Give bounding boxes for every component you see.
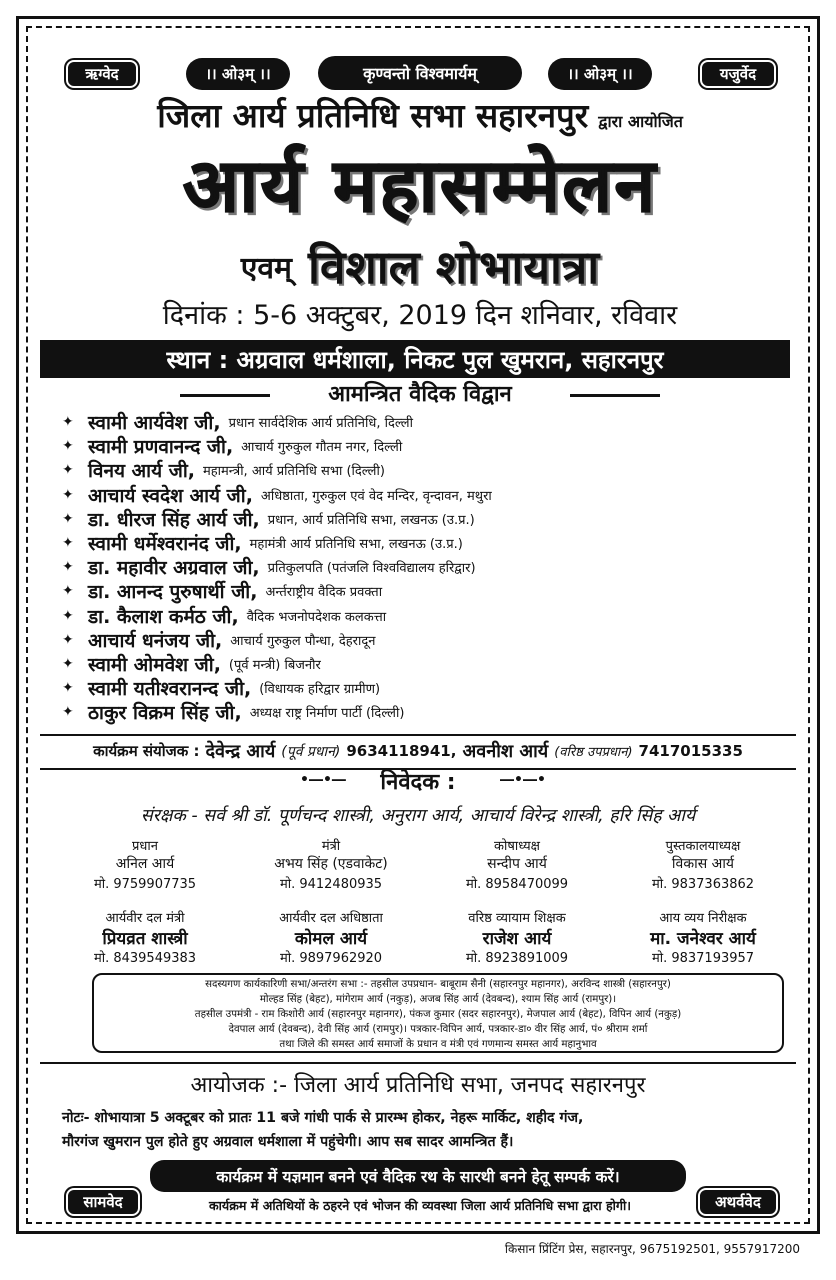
speaker-item: [62, 434, 802, 458]
coordinator-note-1: (पूर्व प्रधान): [281, 743, 341, 760]
members-line: तहसील उपमंत्री - राम किशोरी आर्य (सहारनपुर महानगर), पंकज कुमार (सदर सहारनपुर), मेजपाल आर्य (बेहट), विपिन आर्य (नकुड़): [194, 1009, 682, 1020]
speaker-item: [62, 555, 802, 579]
nivedak-ornament-left: •―•―: [300, 772, 346, 788]
arrangement-line: कार्यक्रम में अतिथियों के ठहरने एवं भोजन की व्यवस्था जिला आर्य प्रतिनिधि सभा द्वारा होगी।: [208, 1198, 632, 1213]
officer-name: अभय सिंह (एडवाकेट): [274, 856, 388, 872]
speaker-desc: महामन्त्री, आर्य प्रतिनिधि सभा (दिल्ली): [202, 464, 385, 480]
star-bullet-icon: ✦: [62, 704, 74, 721]
members-line: तथा जिले की समस्त आर्य समाजों के प्रधान व मंत्री एवं गणमान्य समस्त आर्य महानुभाव: [279, 1039, 597, 1050]
star-bullet-icon: ✦: [62, 438, 74, 455]
speaker-name: विनय आर्य जी,: [88, 460, 195, 483]
om-right-pill: ।। ओ३म् ।।: [548, 58, 652, 90]
officer-role: मंत्री: [321, 839, 341, 854]
officer-card: [422, 908, 612, 964]
contact-bar: कार्यक्रम में यज्ञमान बनने एवं वैदिक रथ के सारथी बनने हेतू सम्पर्क करें।: [150, 1160, 686, 1192]
subtitle: विशाल शोभायात्रा: [307, 240, 600, 294]
speaker-desc: (पूर्व मन्त्री) बिजनौर: [228, 657, 321, 673]
officer-name: सन्दीप आर्य: [487, 856, 547, 872]
speaker-name: स्वामी धर्मेश्वरानंद जी,: [88, 533, 242, 556]
star-bullet-icon: ✦: [62, 607, 74, 624]
speakers-heading: आमन्त्रित वैदिक विद्वान: [328, 382, 512, 407]
speakers-list: [62, 410, 802, 724]
coordinator-label: कार्यक्रम संयोजक :: [93, 742, 200, 760]
star-bullet-icon: ✦: [62, 486, 74, 503]
coordinator-phone-2: 7417015335: [638, 742, 743, 760]
star-bullet-icon: ✦: [62, 462, 74, 479]
members-line: देवपाल आर्य (देवबन्द), देवी सिंह आर्य (रामपुर)। पत्रकार-विपिन आर्य, पत्रकार-डा० वीर सिंह आर्य, पं० श्रीराम शर्मा: [228, 1024, 648, 1035]
speaker-item: [62, 410, 802, 434]
coordinator-line: [40, 736, 796, 766]
members-box: [92, 973, 784, 1053]
star-bullet-icon: ✦: [62, 535, 74, 552]
officer-phone: मो. 9412480935: [279, 877, 383, 892]
event-date: दिनांक : 5-6 अक्टुबर, 2019 दिन शनिवार, रविवार: [162, 300, 678, 331]
speaker-desc: प्रधान, आर्य प्रतिनिधि सभा, लखनऊ (उ.प्र.): [267, 512, 475, 528]
officer-role: प्रधान: [132, 839, 158, 854]
speaker-desc: आचार्य गुरुकुल गौतम नगर, दिल्ली: [241, 440, 403, 456]
speaker-item: [62, 483, 802, 507]
officer-role: आय व्यय निरीक्षक: [659, 911, 747, 926]
officer-name: अनिल आर्य: [115, 856, 175, 872]
speaker-desc: महामंत्री आर्य प्रतिनिधि सभा, लखनऊ (उ.प्र.): [249, 537, 463, 553]
officer-phone: मो. 9837193957: [651, 951, 755, 966]
officer-card: [50, 908, 240, 964]
speaker-name: डा. धीरज सिंह आर्य जी,: [88, 508, 260, 531]
coordinator-phone-1: 9634118941,: [346, 742, 457, 760]
star-bullet-icon: ✦: [62, 631, 74, 648]
coordinator-name-1: देवेन्द्र आर्य: [205, 741, 276, 762]
star-bullet-icon: ✦: [62, 559, 74, 576]
officer-card: [50, 836, 240, 890]
om-left-pill: ।। ओ३म् ।।: [186, 58, 290, 90]
star-bullet-icon: ✦: [62, 414, 74, 431]
officer-name: प्रियव्रत शास्त्री: [102, 929, 188, 949]
speaker-desc: आचार्य गुरुकुल पौन्धा, देहरादून: [230, 633, 376, 649]
officer-phone: मो. 9837363862: [651, 877, 755, 892]
officer-role: पुस्तकालयाध्यक्ष: [665, 839, 741, 854]
officer-name: कोमल आर्य: [294, 929, 368, 949]
members-line: मोल्हड सिंह (बेहट), मांगेराम आर्य (नकुड़), अजब सिंह आर्य (देवबन्द), श्याम सिंह आर्य (रामपुर)।: [259, 994, 617, 1005]
officer-phone: मो. 8958470099: [465, 877, 569, 892]
officer-phone: मो. 8439549383: [93, 951, 197, 966]
organizer-footer: आयोजक :- जिला आर्य प्रतिनिधि सभा, जनपद सहारनपुर: [190, 1073, 646, 1098]
note-line-1: [62, 1106, 792, 1130]
star-bullet-icon: ✦: [62, 510, 74, 527]
divider-3: [40, 1062, 796, 1064]
speaker-item: [62, 628, 802, 652]
venue-bar: स्थान : अग्रवाल धर्मशाला, निकट पुल खुमरान, सहारनपुर: [40, 340, 790, 378]
organizer-line: [40, 92, 800, 136]
speaker-desc: वैदिक भजनोपदेशक कलकत्ता: [246, 609, 387, 625]
speaker-desc: प्रतिकुलपति (पतंजलि विश्वविद्यालय हरिद्वार): [267, 561, 476, 577]
officer-role: आर्यवीर दल अधिष्ठाता: [279, 911, 383, 926]
officer-card: [236, 836, 426, 890]
officer-card: [608, 908, 798, 964]
speaker-desc: अर्न्तराष्ट्रीय वैदिक प्रवक्ता: [265, 585, 383, 601]
speaker-item: [62, 507, 802, 531]
officer-card: [608, 836, 798, 890]
officer-phone: मो. 9759907735: [93, 877, 197, 892]
speaker-item: [62, 700, 802, 724]
speaker-item: [62, 652, 802, 676]
speaker-name: स्वामी ओमवेश जी,: [88, 653, 221, 676]
speakers-rule-right: [570, 394, 660, 397]
speaker-name: ठाकुर विक्रम सिंह जी,: [88, 702, 242, 725]
officer-phone: मो. 8923891009: [465, 951, 569, 966]
officer-role: कोषाध्यक्ष: [494, 839, 540, 854]
speaker-name: स्वामी यतीश्वरानन्द जी,: [88, 678, 252, 701]
rigveda-tag: ऋग्वेद: [66, 60, 138, 88]
nivedak-ornament-right: ―•―•: [500, 772, 546, 788]
nivedak-heading: निवेदक :: [380, 770, 456, 795]
speaker-item: [62, 676, 802, 700]
speaker-name: डा. कैलाश कर्मठ जी,: [88, 605, 239, 628]
star-bullet-icon: ✦: [62, 583, 74, 600]
printer-credit: किसान प्रिंटिंग प्रेस, सहारनपुर, 9675192501, 9557917200: [504, 1242, 800, 1256]
officer-card: [236, 908, 426, 964]
main-title: आर्य महासम्मेलन: [182, 143, 658, 229]
star-bullet-icon: ✦: [62, 680, 74, 697]
coordinator-note-2: (वरिष्ठ उपप्रधान): [554, 745, 633, 760]
officer-role: वरिष्ठ व्यायाम शिक्षक: [468, 911, 566, 926]
subtitle-prefix: एवम्: [240, 250, 292, 286]
officer-name: मा. जनेश्वर आर्य: [650, 929, 756, 949]
speaker-name: स्वामी प्रणवानन्द जी,: [88, 436, 234, 459]
speaker-desc: अध्यक्ष राष्ट्र निर्माण पार्टी (दिल्ली): [249, 706, 405, 722]
officer-card: [422, 836, 612, 890]
note-text-1: शोभायात्रा 5 अक्टूबर को प्रातः 11 बजे गांधी पार्क से प्रारम्भ होकर, नेहरू मार्किट, शहीद गंज,: [94, 1110, 584, 1126]
speaker-name: स्वामी आर्यवेश जी,: [88, 412, 221, 435]
patrons-line: संरक्षक - सर्व श्री डॉ. पूर्णचन्द शास्त्री, अनुराग आर्य, आचार्य विरेन्द्र शास्त्री, हरि सिंह आर्य: [140, 806, 696, 826]
yajurveda-tag: यजुर्वेद: [700, 60, 776, 88]
speaker-name: डा. महावीर अग्रवाल जी,: [88, 557, 260, 580]
motto-pill: कृण्वन्तो विश्वमार्यम्: [318, 56, 522, 90]
atharvaveda-tag: अथर्ववेद: [698, 1188, 778, 1216]
star-bullet-icon: ✦: [62, 655, 74, 672]
members-line: सदस्यगण कार्यकारिणी सभा/अन्तरंग सभा :- तहसील उपप्रधान- बाबूराम सैनी (सहारनपुर महानगर), अरविन्द शास्त्री (सहारनपुर): [205, 979, 671, 990]
samaveda-tag: सामवेद: [66, 1188, 140, 1216]
note-label: नोटः-: [62, 1110, 90, 1126]
subtitle-line: [40, 238, 800, 294]
organized-by: द्वारा आयोजित: [598, 112, 683, 131]
note-block: [62, 1106, 792, 1158]
officer-role: आर्यवीर दल मंत्री: [105, 911, 185, 926]
speakers-rule-left: [180, 394, 270, 397]
speaker-name: डा. आनन्द पुरुषार्थी जी,: [88, 581, 258, 604]
speaker-item: [62, 604, 802, 628]
speaker-name: आचार्य धनंजय जी,: [88, 629, 223, 652]
speaker-item: [62, 531, 802, 555]
speaker-desc: अधिष्ठाता, गुरुकुल एवं वेद मन्दिर, वृन्दावन, मथुरा: [260, 488, 492, 504]
officer-name: राजेश आर्य: [482, 929, 552, 949]
officer-phone: मो. 9897962920: [279, 951, 383, 966]
speaker-item: [62, 458, 802, 482]
organizer-name: जिला आर्य प्रतिनिधि सभा सहारनपुर: [157, 96, 589, 135]
speaker-desc: प्रधान सार्वदेशिक आर्य प्रतिनिधि, दिल्ली: [228, 416, 413, 432]
officer-name: विकास आर्य: [671, 856, 735, 872]
note-line-2: मौरगंज खुमरान पुल होते हुए अग्रवाल धर्मशाला में पहुंचेगी। आप सब सादर आमन्त्रित हैं।: [62, 1134, 514, 1150]
coordinator-name-2: अवनीश आर्य: [462, 741, 549, 762]
speaker-item: [62, 579, 802, 603]
speaker-name: आचार्य स्वदेश आर्य जी,: [88, 484, 253, 507]
speaker-desc: (विधायक हरिद्वार ग्रामीण): [259, 682, 381, 698]
